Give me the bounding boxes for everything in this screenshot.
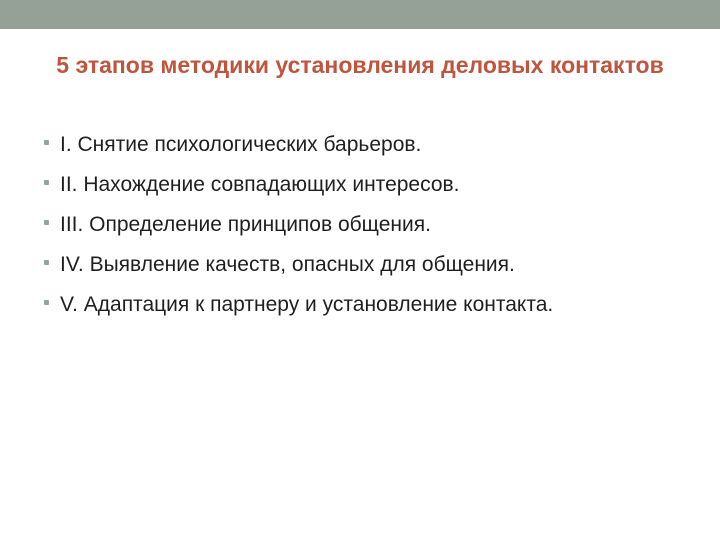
top-decorative-band bbox=[0, 0, 720, 29]
list-item bbox=[44, 210, 684, 239]
bullet-text: I. Снятие психологических барьеров. bbox=[60, 133, 422, 156]
list-item bbox=[44, 290, 684, 319]
bullet-list bbox=[44, 130, 684, 330]
list-item bbox=[44, 130, 684, 159]
slide-title: 5 этапов методики установления деловых контактов bbox=[56, 52, 664, 78]
bullet-text: V. Адаптация к партнеру и установление контакта. bbox=[60, 293, 554, 316]
list-item bbox=[44, 250, 684, 279]
bullet-text: II. Нахождение совпадающих интересов. bbox=[60, 173, 460, 196]
list-item bbox=[44, 170, 684, 199]
bullet-icon bbox=[44, 260, 49, 265]
bullet-text: IV. Выявление качеств, опасных для общения. bbox=[60, 253, 515, 276]
bullet-text: III. Определение принципов общения. bbox=[60, 213, 431, 236]
bullet-icon bbox=[44, 220, 49, 225]
bullet-icon bbox=[44, 140, 49, 145]
bullet-icon bbox=[44, 180, 49, 185]
bullet-icon bbox=[44, 300, 49, 305]
